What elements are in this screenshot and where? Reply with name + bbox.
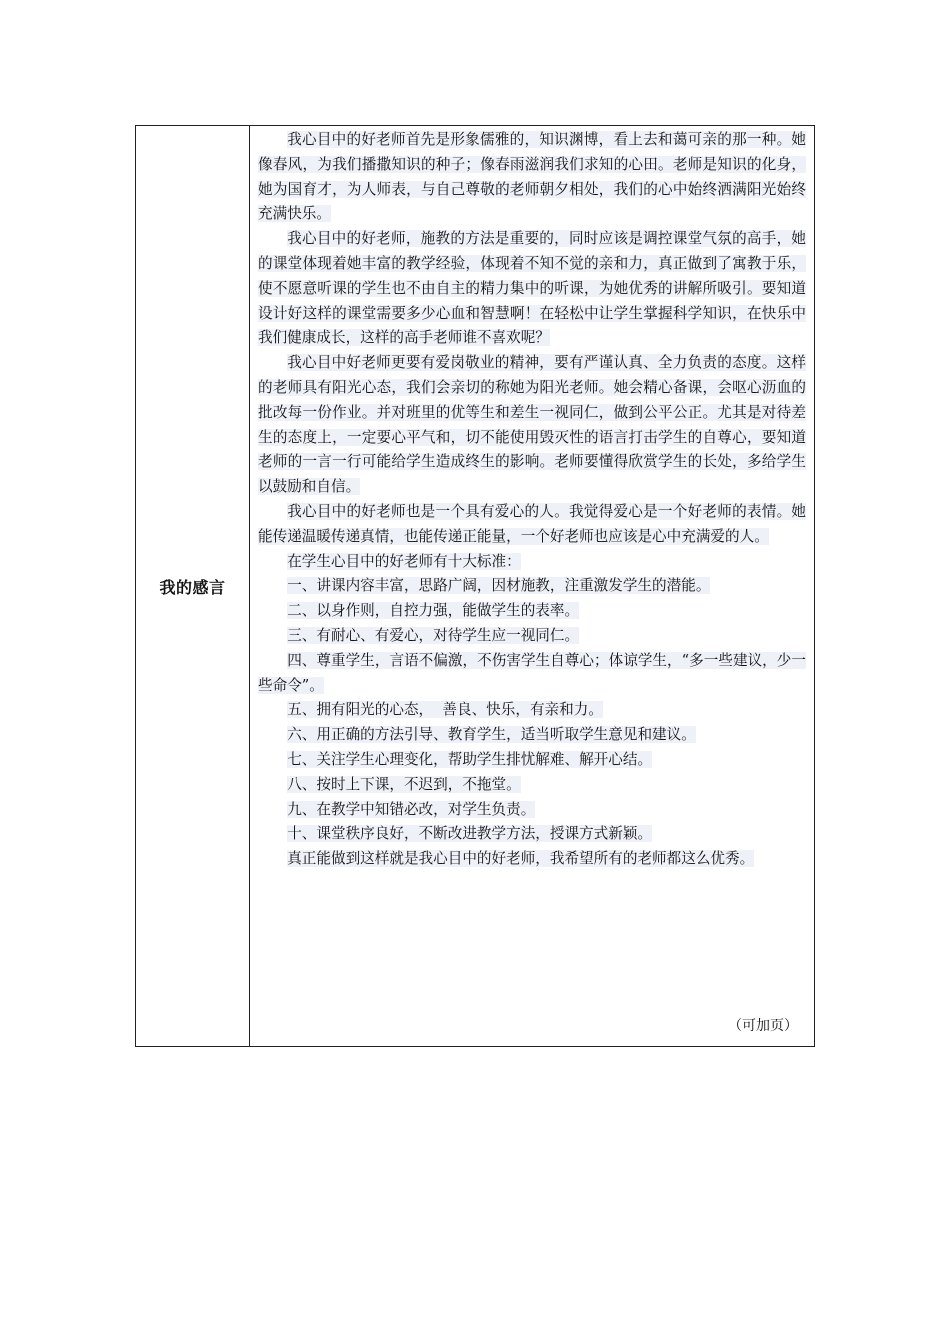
closing-paragraph: 真正能做到这样就是我心目中的好老师，我希望所有的老师都这么优秀。 xyxy=(287,850,755,868)
section-label: 我的感言 xyxy=(159,577,226,597)
standard-item: 三、有耐心、有爱心，对待学生应一视同仁。 xyxy=(287,626,580,644)
label-cell xyxy=(136,126,250,1046)
standard-item: 八、按时上下课，不迟到，不拖堂。 xyxy=(287,775,521,793)
paragraph: 我心目中的好老师，施教的方法是重要的，同时应该是调控课堂气氛的高手，她的课堂体现着她丰富的教学经验，体现着不知不觉的亲和力，真正做到了寓教于乐，使不愿意听课的学生也不由自主的精力集中的听课，为她优秀的讲解所吸引。要知道设计好这样的课堂需要多少心血和智慧啊！在轻松中让学生掌握科学知识，在快乐中我们健康成长，这样的高手老师谁不喜欢呢？ xyxy=(258,230,806,347)
standard-item: 六、用正确的方法引导、教育学生，适当听取学生意见和建议。 xyxy=(287,726,696,744)
standard-item: 五、拥有阳光的心态， 善良、快乐，有亲和力。 xyxy=(287,701,603,719)
paragraph: 我心目中好老师更要有爱岗敬业的精神，要有严谨认真、全力负责的态度。这样的老师具有阳光心态，我们会亲切的称她为阳光老师。她会精心备课，会呕心沥血的批改每一份作业。并对班里的优等生和差生一视同仁，做到公平公正。尤其是对待差生的态度上，一定要心平气和，切不能使用毁灭性的语言打击学生的自尊心，要知道老师的一言一行可能给学生造成终生的影响。老师要懂得欣赏学生的长处，多给学生以鼓励和自信。 xyxy=(258,354,806,496)
standard-item: 一、讲课内容丰富，思路广阔，因材施教，注重激发学生的潜能。 xyxy=(287,577,711,595)
content-cell xyxy=(250,126,814,1046)
paragraph: 我心目中的好老师也是一个具有爱心的人。我觉得爱心是一个好老师的表情。她能传递温暖传递真情，也能传递正能量，一个好老师也应该是心中充满爱的人。 xyxy=(258,502,806,545)
standards-intro: 在学生心目中的好老师有十大标准： xyxy=(287,552,521,570)
essay-table xyxy=(135,125,815,1047)
standard-item: 四、尊重学生，言语不偏激，不伤害学生自尊心；体谅学生，“多一些建议，少一些命令”。 xyxy=(258,651,806,694)
standard-item: 七、关注学生心理变化，帮助学生排忧解难、解开心结。 xyxy=(287,750,653,768)
paragraph: 我心目中的好老师首先是形象儒雅的，知识渊博，看上去和蔼可亲的那一种。她像春风，为我们播撒知识的种子；像春雨滋润我们求知的心田。老师是知识的化身，她为国育才，为人师表，与自己尊敬的老师朝夕相处，我们的心中始终洒满阳光始终充满快乐。 xyxy=(258,131,806,223)
standard-item: 九、在教学中知错必改，对学生负责。 xyxy=(287,800,536,818)
add-page-note: （可加页） xyxy=(728,1018,798,1034)
standard-item: 二、以身作则，自控力强，能做学生的表率。 xyxy=(287,602,580,620)
standard-item: 十、课堂秩序良好，不断改进教学方法，授课方式新颖。 xyxy=(287,825,653,843)
essay-body xyxy=(258,128,806,872)
